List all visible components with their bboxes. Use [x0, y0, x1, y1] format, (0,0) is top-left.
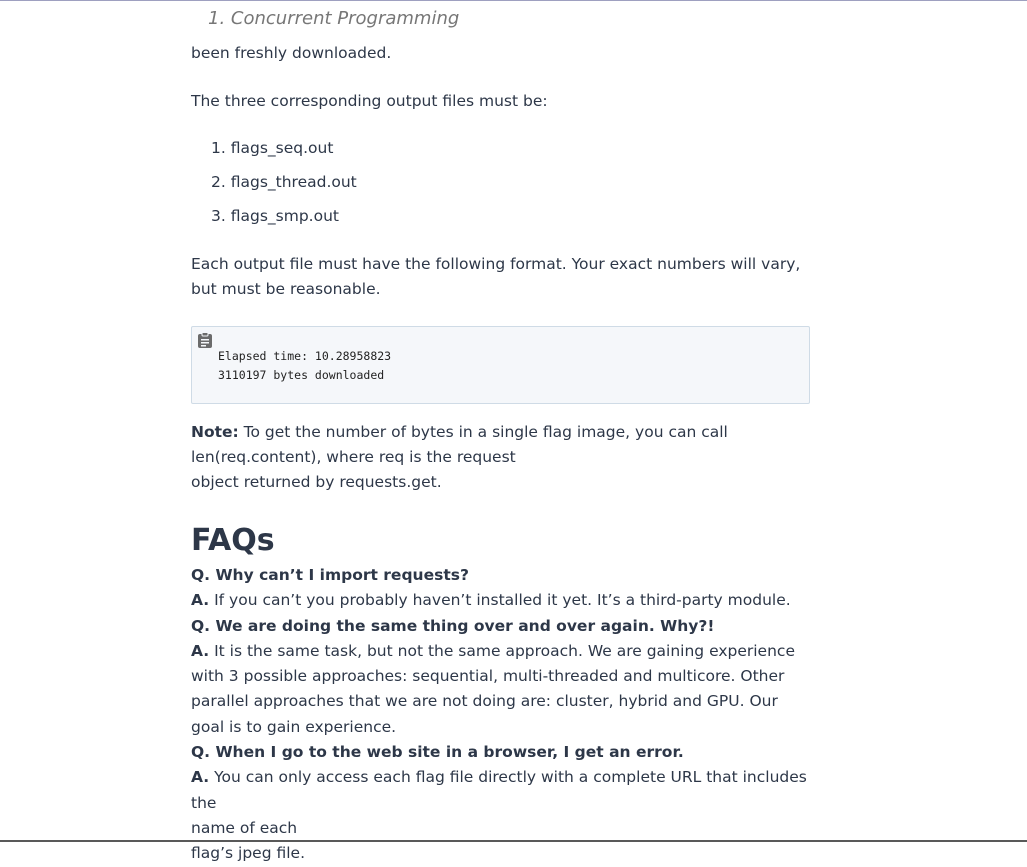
code-line: Elapsed time: 10.28958823 [218, 349, 392, 363]
answer-text: name of each [191, 818, 298, 837]
faq-question: Q. We are doing the same thing over and over again. Why?! [191, 616, 715, 635]
list-item: 1. flags_seq.out [211, 139, 334, 157]
intro-fragment: been freshly downloaded. [191, 44, 392, 62]
code-block [191, 326, 810, 404]
faq-answer [191, 639, 811, 740]
faq-question: Q. When I go to the web site in a browser, I get an error. [191, 743, 684, 762]
clipboard-icon[interactable] [197, 332, 213, 348]
answer-text: If you can’t you probably haven’t installed it yet. It’s a third-party module. [209, 591, 791, 610]
answer-label: A. [191, 768, 210, 787]
format-text: Each output file must have the following format. Your exact numbers will vary, but must be reasonable. [191, 255, 801, 298]
code-content [218, 347, 391, 385]
answer-text: You can only access each flag file directly with a complete URL that includes the [191, 768, 807, 812]
output-files-list [211, 136, 357, 238]
outputs-intro: The three corresponding output files must be: [191, 92, 548, 110]
faq-question: Q. Why can’t I import requests? [191, 566, 469, 584]
note-line: len(req.content), where req is the request [191, 448, 516, 466]
note-paragraph [191, 420, 811, 495]
faq-answer [191, 588, 811, 613]
faq-list [191, 563, 811, 867]
note-line: To get the number of bytes in a single flag image, you can call [238, 423, 728, 441]
note-label: Note: [191, 423, 239, 441]
list-item: 3. flags_smp.out [211, 207, 339, 225]
note-line: object returned by requests.get. [191, 473, 442, 491]
code-line: 3110197 bytes downloaded [218, 368, 385, 382]
faq-heading: FAQs [191, 523, 275, 558]
page-breadcrumb: 1. Concurrent Programming [208, 8, 460, 29]
top-divider [0, 0, 1027, 1]
answer-label: A. [191, 641, 210, 660]
answer-text: flag’s jpeg file. [191, 844, 306, 863]
answer-text: It is the same task, but not the same approach. We are gaining experience with 3 possible approaches: sequential, multi-threaded and multicore. Other parallel approaches that we are not doing are: cluster, hybrid and GPU. Our goal is to gain experience. [191, 641, 795, 736]
faq-answer [191, 765, 811, 866]
list-item: 2. flags_thread.out [211, 173, 357, 191]
answer-label: A. [191, 591, 210, 610]
